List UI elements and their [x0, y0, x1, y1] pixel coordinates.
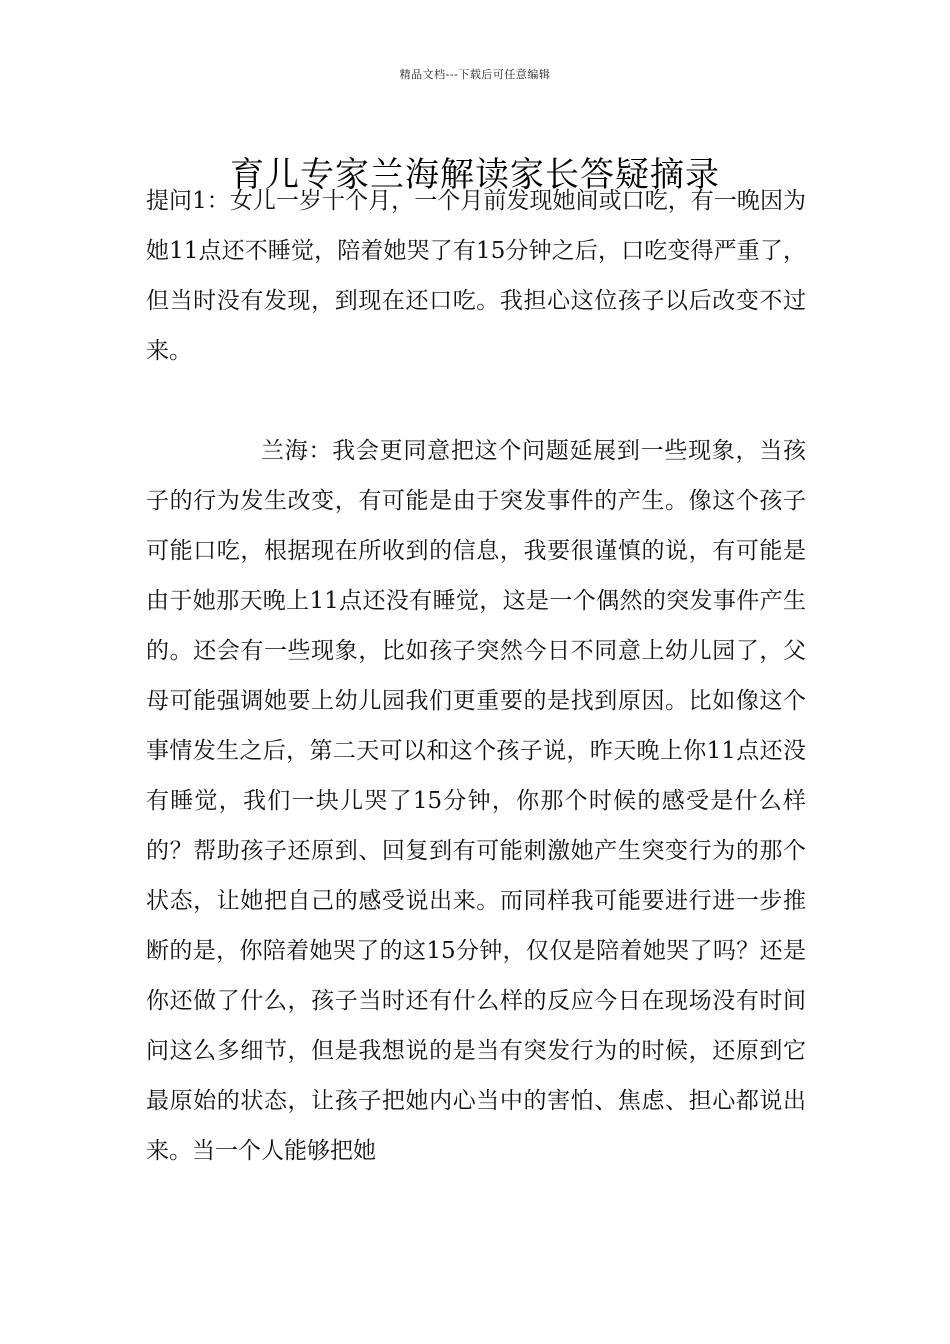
answer-paragraph — [146, 426, 806, 1176]
question-text: 提问1：女儿一岁十个月，一个月前发现她间或口吃，有一晚因为她11点还不睡觉，陪着她哭了有15分钟之后，口吃变得严重了，但当时没有发现，到现在还口吃。我担心这位孩子以后改变不过来。 — [146, 188, 806, 364]
header-note: 精品文档---下载后可任意编辑 — [399, 68, 551, 81]
answer-text: 兰海：我会更同意把这个问题延展到一些现象，当孩子的行为发生改变，有可能是由于突发事件的产生。像这个孩子可能口吃，根据现在所收到的信息，我要很谨慎的说，有可能是由于她那天晚上11点还没有睡觉，这是一个偶然的突发事件产生的。还会有一些现象，比如孩子突然今日不同意上幼儿园了，父母可能强调她要上幼儿园我们更重要的是找到原因。比如像这个事情发生之后，第二天可以和这个孩子说，昨天晚上你11点还没有睡觉，我们一块儿哭了15分钟，你那个时候的感受是什么样的？帮助孩子还原到、回复到有可能刺激她产生突变行为的那个状态，让她把自己的感受说出来。而同样我可能要进行进一步推断的是，你陪着她哭了的这15分钟，仅仅是陪着她哭了吗？还是你还做了什么，孩子当时还有什么样的反应今日在现场没有时间问这么多细节，但是我想说的是当有突发行为的时候，还原到它最原始的状态，让孩子把她内心当中的害怕、焦虑、担心都说出来。当一个人能够把她 — [146, 438, 806, 1164]
question-paragraph — [146, 176, 806, 376]
document-title: 育儿专家兰海解读家长答疑摘录 — [230, 154, 720, 195]
